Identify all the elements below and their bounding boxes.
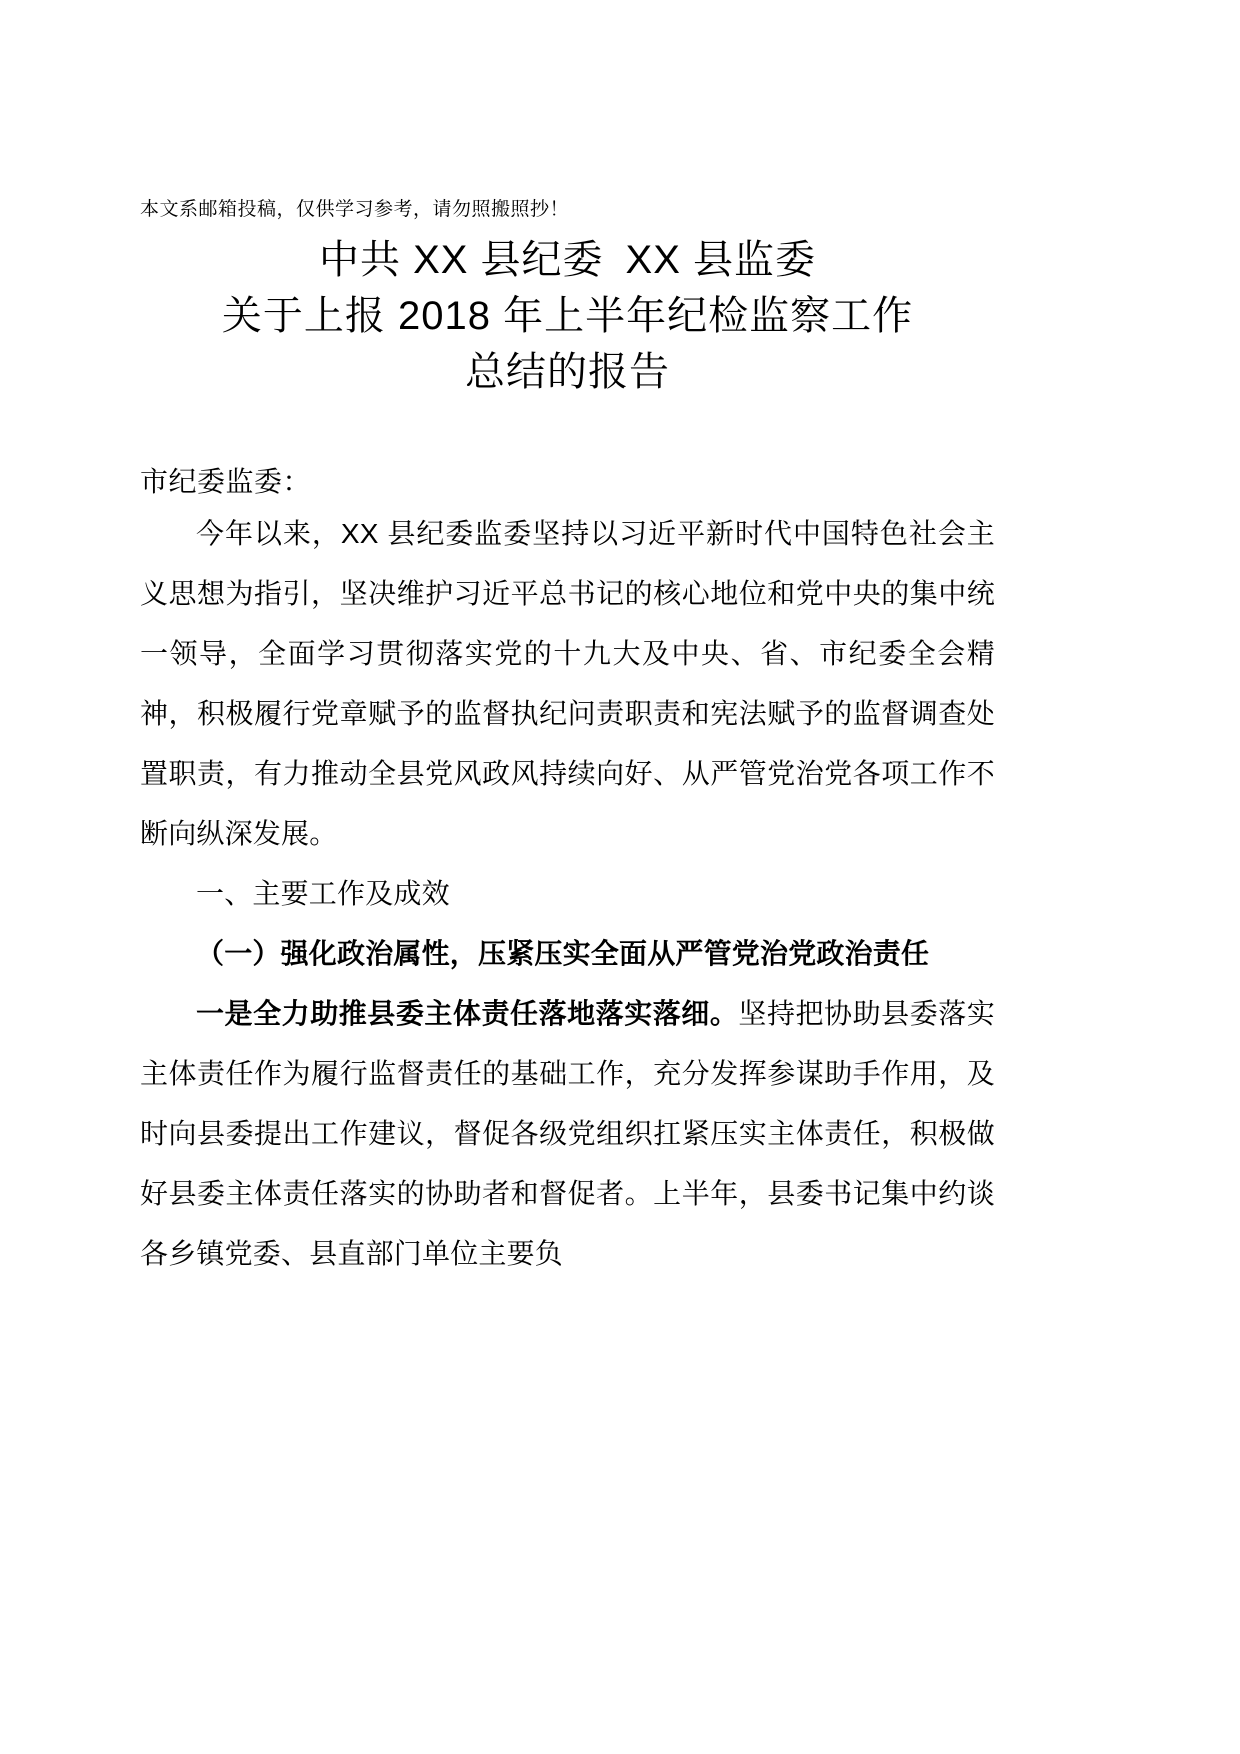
title-line-1-issuer-b: XX 县监委	[625, 238, 817, 282]
body-paragraph-2-lead: 一是全力助推县委主体责任落地落实落细。	[196, 998, 739, 1029]
body-paragraph-1: 今年以来，XX 县纪委监委坚持以习近平新时代中国特色社会主义思想为指引，坚决维护习近平总书记的核心地位和党中央的集中统一领导，全面学习贯彻落实党的十九大及中央、省、市纪委全会精神，积极履行党章赋予的监督执纪问责职责和宪法赋予的监督调查处置职责，有力推动全县党风政风持续向好、从严管党治党各项工作不断向纵深发展。	[140, 518, 995, 849]
page-title	[140, 232, 995, 404]
salutation: 市纪委监委：	[140, 466, 312, 497]
subsection-heading-1: （一）强化政治属性，压紧压实全面从严管党治党政治责任	[196, 938, 930, 969]
section-heading-1: 一、主要工作及成效	[196, 878, 450, 909]
body-paragraph-2-rest: 坚持把协助县委落实主体责任作为履行监督责任的基础工作，充分发挥参谋助手作用，及时向县委提出工作建议，督促各级党组织扛紧压实主体责任，积极做好县委主体责任落实的协助者和督促者。上半年，县委书记集中约谈各乡镇党委、县直部门单位主要负	[140, 998, 995, 1269]
title-line-2: 关于上报 2018 年上半年纪检监察工作	[221, 294, 914, 338]
disclaimer-note: 本文系邮箱投稿，仅供学习参考，请勿照搬照抄！	[140, 198, 570, 220]
title-line-1	[140, 232, 995, 288]
document-content	[140, 196, 995, 1284]
title-line-3: 总结的报告	[465, 350, 670, 394]
title-line-1-issuer-a: 中共 XX 县纪委	[318, 238, 604, 282]
body-paragraph-2	[140, 984, 995, 1284]
